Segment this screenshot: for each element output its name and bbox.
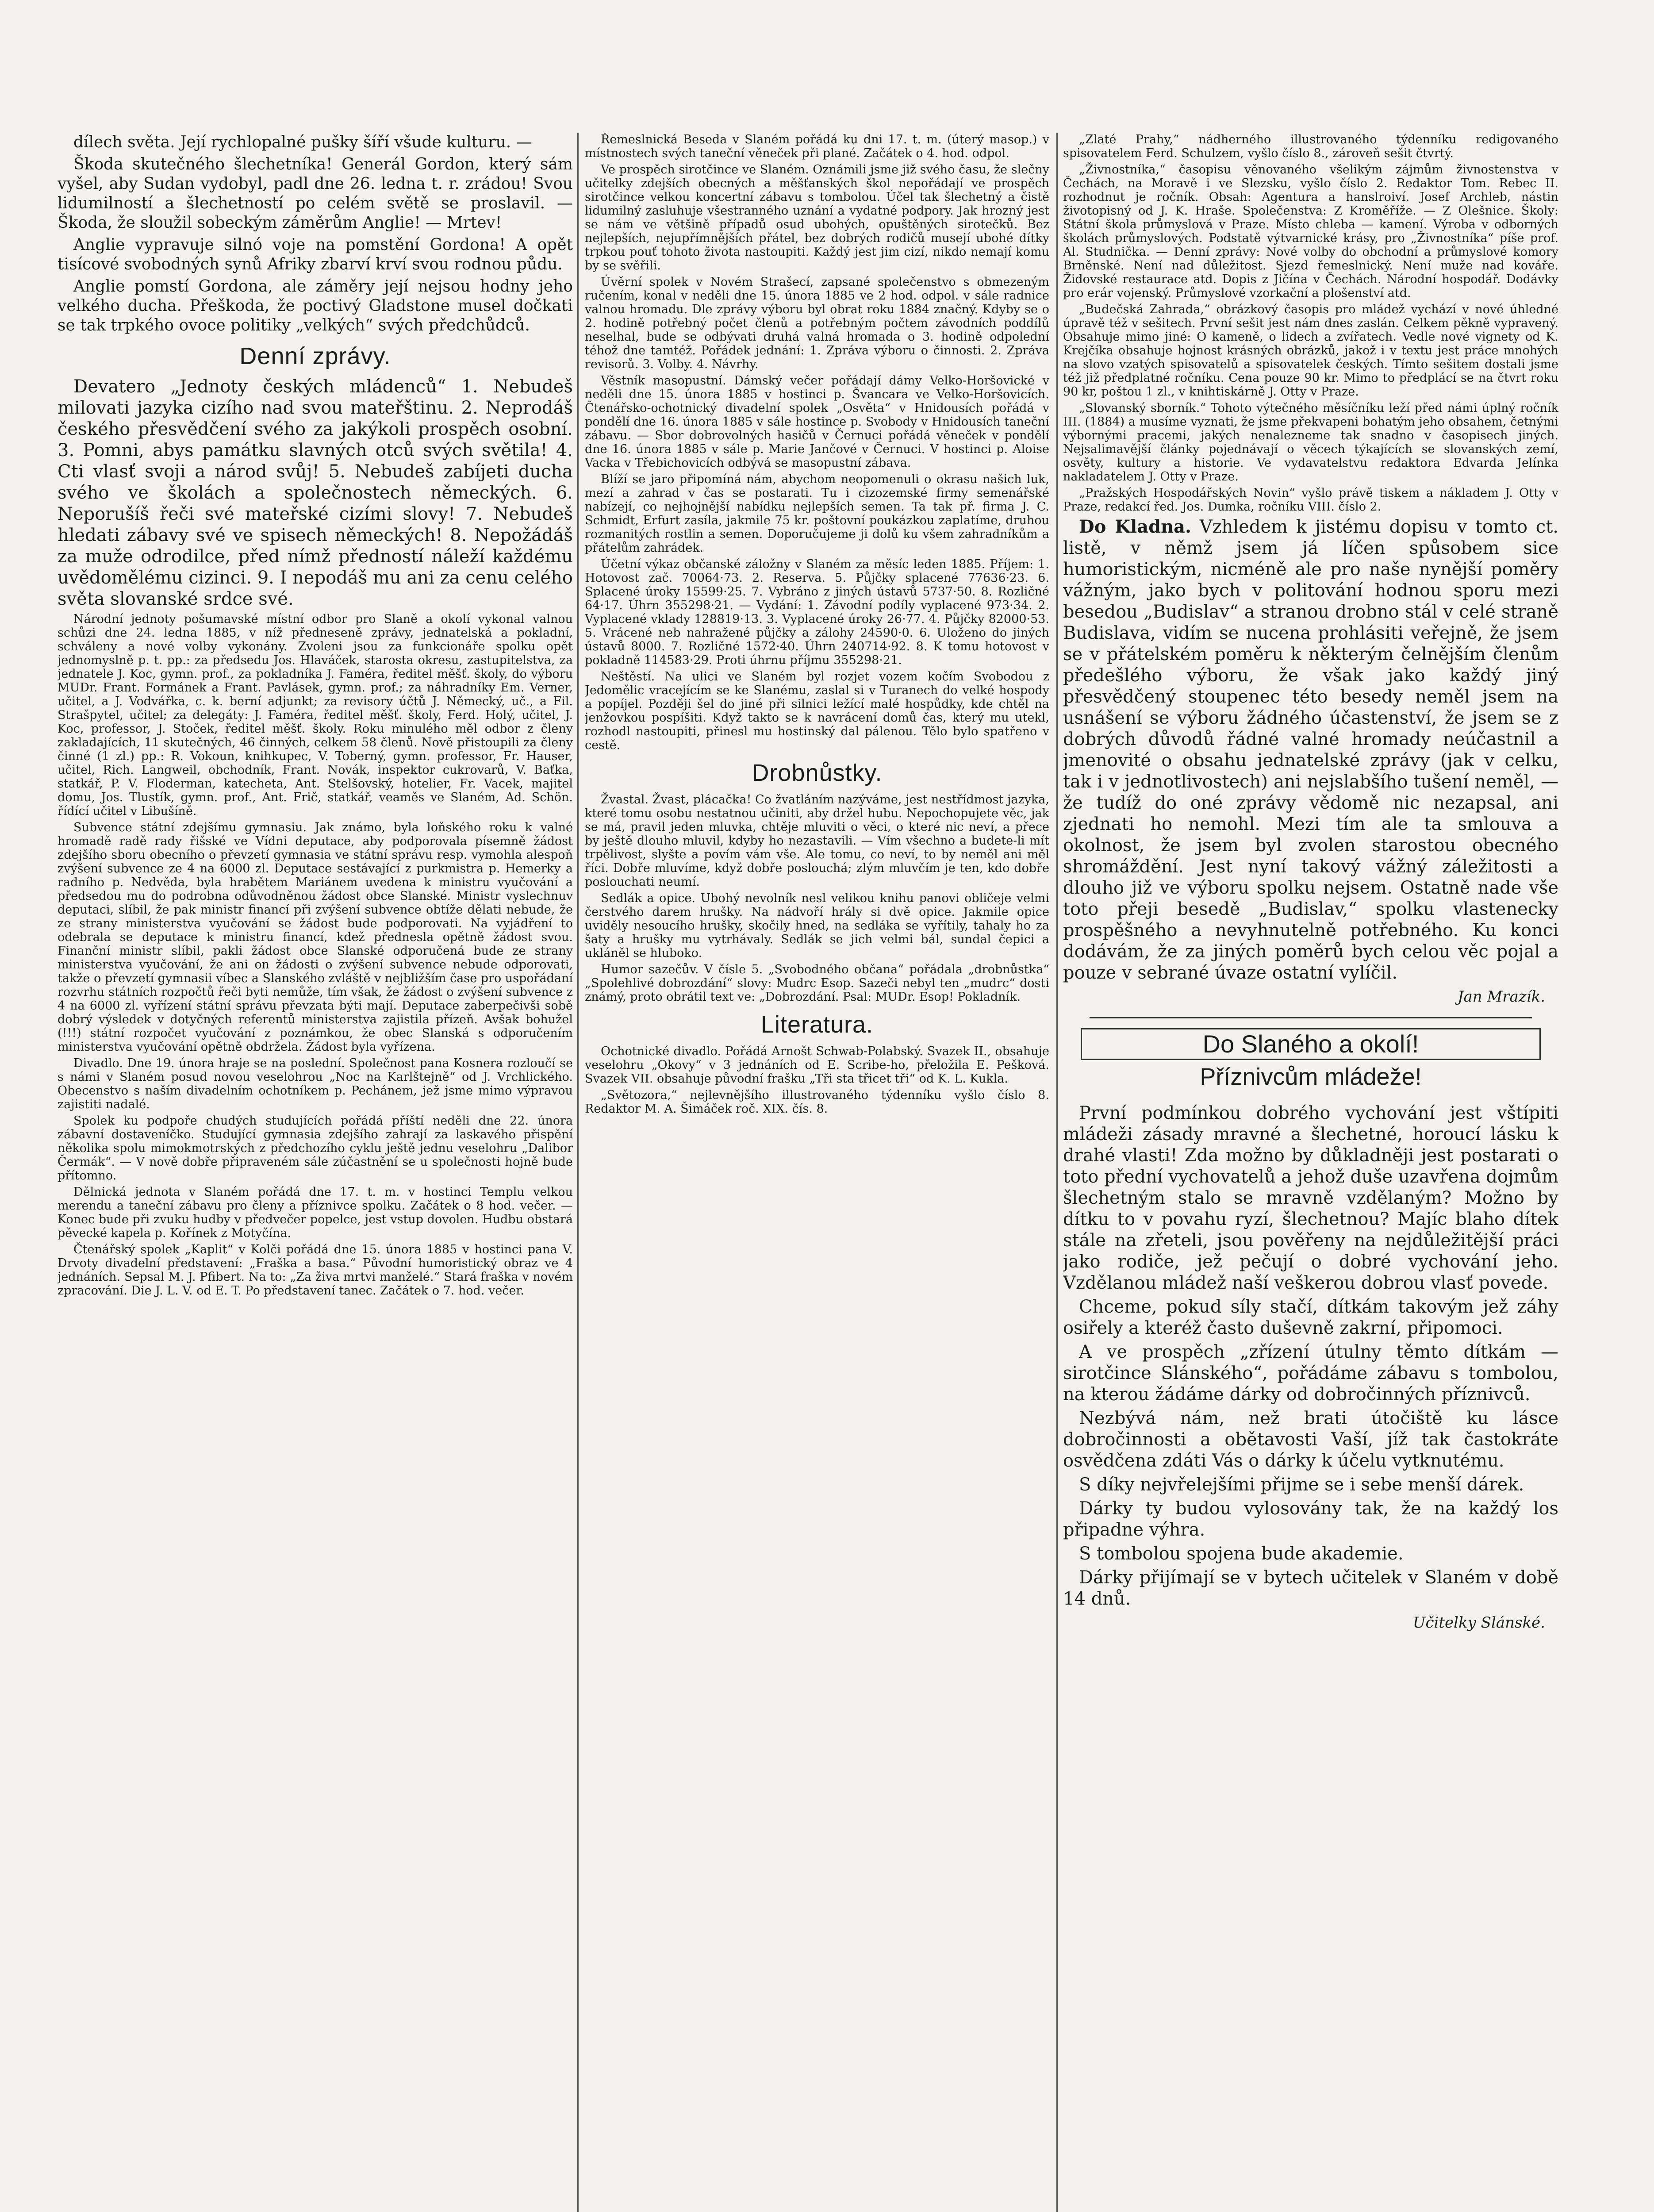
news-item: Čtenářský spolek „Kaplit“ v Kolči pořádá dne 15. února 1885 v hostinci pana V. Drvoty divadelní představení: „Fraška a basa.“ Původní humoristický obraz ve 4 jednáních. Sepsal M. J. Pfibert. Na to: „Za živa mrtvi manželé.“ Stará fraška v novém zpracování. Die J. L. V. od E. T. Po představení tanec. Začátek o 7. hod. večer. xyxy=(58,1243,573,1298)
literature-item: „Budečská Zahrada,“ obrázkový časopis pro mládež vychází v nové úhledné úpravě též v sešitech. První sešit jest nám dnes zaslán. Celkem pěkně vypravený. Obsahuje mimo jiné: O kameně, o lidech a zvířatech. Vedle nové vignety od K. Krejčíka obsahuje hojnost krásných obrázků, jakož i v textu jest práce mnohých na slovo vzatých spisovatelů a spisovatelek českých. Tímto sešitem dostali jsme též již předplatné ročníku. Cena pouze 90 kr. Mimo to předplácí se na čtvrt roku 90 kr, poštou 1 zl., v knihtiskárně J. Otty v Praze. xyxy=(1063,303,1558,399)
paragraph: Anglie pomstí Gordona, ale záměry její nejsou hodny jeho velkého ducha. Přeškoda, že poctivý Gladstone musel dočkati se tak trpkého ovoce politiky „velkých“ svých předchůdců. xyxy=(58,277,573,334)
news-item: Dělnická jednota v Slaném pořádá dne 17. t. m. v hostinci Templu velkou merendu a taneční zábavu pro členy a příznivce spolku. Začátek o 8 hod. večer. — Konec bude při zvuku hudby v předvečer popelce, jest vstup dovolen. Hudbu obstará pěvecké kapela p. Kořínek z Motyčína. xyxy=(58,1185,573,1240)
appeal-paragraph: S tombolou spojena bude akademie. xyxy=(1079,1544,1404,1564)
news-item: Úvěrní spolek v Novém Strašecí, zapsané společenstvo s obmezeným ručením, konal v neděli dne 15. února 1885 ve 2 hod. odpol. v sále radnice valnou hromadu. Dle zprávy výboru byl obrat roku 1884 značný. Kdyby se o 2. hodině potřebný počet členů a potřebným počtem závodních poddílů neselhal, bude se odbývati druhá valná hromada o 3. hodině odpolední téhož dne tamtéž. Pořádek jednání: 1. Zpráva výboru o činnosti. 2. Zpráva revisorů. 3. Volby. 4. Návrhy. xyxy=(585,275,1049,371)
news-item: Subvence státní zdejšímu gymnasiu. Jak známo, byla loňského roku k valné hromadě radě rady řišské ve Vídni deputace, aby podporovala písemně žádost zdejšího sboru obecního o převzetí gymnasia ve státní správu resp. vymohla alespoň zvýšení subvence ze 4 na 6000 zl. Deputace sestávající z purkmistra p. Hemerky a radního p. Nedvěda, byla hrabětem Mariánem uvedena k ministru vyučování a předsedou mu do podrobna odůvodněnou žádost obce Slanské. Ministr vyslechnuv deputaci, slíbil, že pak ministr financí při zvýšení subvence obtíže dělati nebude, že ze strany ministerstva vyučování se žádost bude podporovati. Na vyjádření to odebrala se deputace k ministru financí, kdež přednesla opětně žádost svou. Finanční ministr slíbil, pakli žádost obce Slanské odporučená bude ze strany ministerstva vyučování, že ani on žádosti o zvýšení subvence nebude odporovati, takže o převzetí gymnasii víbec a Slanského zvláště v nejbližším čase pro uspořádaní rozvrhu státních rozpočtů řeči byti nemůže, tím však, že žádost o zvýšení subvence z 4 na 6000 zl. vyřízení státní správu převzata býti mají. Deputace zaberpečivši sobě dobrý výsledek v dotyčných referentů ministerstva zajistila přízeň. Avšak bohužel (!!!) státní rozpočet vyučování z poznámkou, že obec Slanská s odporučením ministerstva vyučování opětně obdržela. Žádost byla vyřízena. xyxy=(58,821,573,1054)
signature: Učitelky Slánské. xyxy=(1412,1614,1545,1632)
news-item: Ve prospěch sirotčince ve Slaném. Oznámili jsme již svého času, že slečny učitelky zdejších obecných a měšťanských škol nepořádají ve prospěch sirotčince velkou koncertní zábavu s tombolou. Účel tak šlechetný a čistě lidumilný zasluhuje všestranného uznání a vydatné podpory. Jak hrozný jest se nám ve většině případů osud ubohých, opuštěných sirotečků. Bez nejlepších, nejupřímnějších přátel, bez dobrých rodičů musejí ubohé dítky trpkou pouť tohoto života nastoupiti. Každý jest jim cizí, nikdo nemají komu by se svěřili. xyxy=(585,163,1049,273)
middle-column xyxy=(585,133,1049,2212)
appeal-paragraph: První podmínkou dobrého vychování jest vštípiti mládeži zásady mravné a šlechetné, horoucí lásku k drahé vlasti! Zda možno by důkladněji jest postarati o toto přední vychovatelů a jehož duše uzavřena dojmům šlechetným stalo se mravně vzdělaným? Možno by dítku to v povahu ryzí, šlechetnou? Majíc blaho dítek stále na zřeteli, jsou pověřeny na nejdůležitější práci jako rodiče, jež pečují o dobré vychování jeho. Vzdělanou mládež naší veškerou dobrou vlasť povede. xyxy=(1063,1103,1558,1293)
paragraph: dílech světa. Její rychlopalné pušky šíří všude kulturu. — xyxy=(73,133,532,151)
appeal-paragraph: S díky nejvřelejšími přijme se i sebe menší dárek. xyxy=(1079,1475,1524,1495)
appeal-title: Do Slaného a okolí! xyxy=(1081,1028,1541,1060)
literature-item: „Pražských Hospodářských Novin“ vyšlo právě tiskem a nákladem J. Otty v Praze, redakcí řed. Jos. Dumka, ročníku VIII. číslo 2. xyxy=(1063,486,1558,514)
news-item: Blíží se jaro připomíná nám, abychom neopomenuli o okrasu našich luk, mezí a zahrad v čas se postarati. Tu i cizozemské firmy semenářské nabízejí, co nejhojnější nabídku nejlepších semen. Ta tak př. firma J. C. Schmidt, Erfurt zasíla, jakmile 75 kr. poštovní poukázkou zaplatíme, druhou rozmanitých rostlin a semen. Doporučujeme ji dolů ku všem zahradníkům a přátelům zahrádek. xyxy=(585,472,1049,555)
drobnustka-item: Žvastal. Žvast, plácačka! Co žvatláním nazýváme, jest nestřídmost jazyka, které tomu osobu nestatnou učiniti, aby držel hubu. Nepochopujete věc, jak se má, pravil jeden mluvka, chtěje mluviti o věci, o které nic neví, a přece by ještě dlouho mluvil, kdyby ho nezastavili. — Vím všechno a budete-li mít trpělivost, slyšte a povím vám vše. Ale tomu, co neví, to by neměl ani měl říci. Dobře mluvíme, když dobře poslouchá; zlým mluvčím je ten, kdo dobře poslouchati neumí. xyxy=(585,793,1049,889)
news-item: Spolek ku podpoře chudých studujících pořádá příští neděli dne 22. února zábavní dostaveníčko. Studující gymnasia zdejšího zahrají za laskavého přispění několika spolu mimokmotrských z předchozího cyklu ještě jednu veselohru „Dalibor Čermák“. — V nově dobře připraveném sále zúčastnění se u společnosti hojně bude přítomno. xyxy=(58,1114,573,1183)
drobnustka-item: Sedlák a opice. Ubohý nevolník nesl velikou knihu panovi obličeje velmi čerstvého darem hrušky. Na nádvoří hrály si dvě opice. Jakmile opice uviděly nesoucího hrušky, skočily hned, na sedláka se vyřítily, tahaly ho za šaty a hrušky mu vytrhávaly. Sedlák se jich velmi bál, sundal čepici a ukláněl se hluboko. xyxy=(585,891,1049,960)
right-column xyxy=(1063,133,1558,2212)
news-item: Devatero „Jednoty českých mládenců“ 1. Nebudeš milovati jazyka cizího nad svou mateřštinu. 2. Neprodáš českého přesvědčení svého za jakýkoli prospěch osobní. 3. Pomni, abys památku slavných otců svých světila! 4. Cti vlasť svoji a národ svůj! 5. Nebudeš zabíjeti ducha svého ve školách a společnostech německých. 6. Neporušíš řeči své mateřské cizími slovy! 7. Nebudeš hledati zábavy své ve spisech německých! 8. Nepožádáš za muže odrodilce, před nímž předností náleží každému uvědomělému cizinci. 9. I nepodáš mu ani za cenu celého světa slovanské srdce své. xyxy=(58,376,573,609)
appeal-paragraph: Dárky přijímají se v bytech učitelek v Slaném v době 14 dnů. xyxy=(1063,1567,1558,1609)
news-item: Národní jednoty pošumavské místní odbor pro Slaně a okolí vykonal valnou schůzi dne 24. ledna 1885, v níž předneseně zprávy, jednatelská a pokladní, schváleny a nové volby vykonány. Zvoleni jsou za funkcionáře spolku opět jednomyslně p. t. pp.: za předsedu Jos. Hlaváček, starosta okresu, zastupitelstva, za jednatele J. Koc, gymn. prof., za pokladníka J. Faméra, ředitel měšť. školy, do výboru MUDr. Frant. Formánek a Frant. Pavlásek, gymn. prof.; za náhradníky Em. Verner, učitel, a J. Vodvářka, c. k. berní adjunkt; za revisory účtů J. Německý, uč., a Fil. Strašpytel, učitel; za delegáty: J. Faméra, ředitel měšť. školy, Ferd. Holý, učitel, J. Koc, professor, J. Stoček, ředitel měšť. školy. Roku minulého měl odbor z členy zakladajících, 11 skutečných, 46 činných, celkem 58 členů. Nově přistoupili za členy činné (1 zl.) pp.: R. Vokoun, knihkupec, V. Toberný, gymn. professor, Fr. Hauser, učitel, Rich. Langweil, obchodník, Frant. Novák, inspektor cukrovarů, V. Baťka, statkář, P. V. Floderman, katecheta, Ant. Stelšovský, hotelier, Fr. Vacek, majitel domu, Jos. Tlustík, gymn. prof., Ant. Frič, statkář, veaměs ve Slaném, Ad. Schön. řídící učitel v Libušíně. xyxy=(58,612,573,818)
appeal-paragraph: Chceme, pokud síly stačí, dítkám takovým jež záhy osiřely a kteréž často duševně zakrní, připomoci. xyxy=(1063,1297,1558,1338)
news-item: Řemeslnická Beseda v Slaném pořádá ku dni 17. t. m. (úterý masop.) v místnostech svých taneční věneček při plané. Začátek o 4. hod. odpol. xyxy=(585,133,1049,160)
kladno-letter xyxy=(1063,516,1558,983)
drobnustka-item: Humor sazečův. V čísle 5. „Svobodného občana“ pořádala „drobnůstka“ „Spolehlivé dobrozdání“ slovy: Mudrc Esop. Sazeči nebyl ten „mudrc“ dosti známý, proto obrátil text ve: „Dobrozdání. Psal: MUDr. Esop! Pokladník. xyxy=(585,963,1049,1004)
appeal-paragraph: Nezbývá nám, než brati útočiště ku lásce dobročinnosti a obětavosti Vaší, jíž tak častokráte osvědčena zdáti Vás o dárky k účelu vytknutému. xyxy=(1063,1408,1558,1471)
literature-item: „Světozora,“ nejlevnějšího illustrovaného týdenníku vyšlo číslo 8. Redaktor M. A. Šimáček roč. XIX. čís. 8. xyxy=(585,1088,1049,1116)
literature-item: „Zlaté Prahy,“ nádherného illustrovaného týdenníku redigovaného spisovatelem Ferd. Schulzem, vyšlo číslo 8., zároveň sešit čtvrtý. xyxy=(1063,133,1558,160)
literature-item: „Slovanský sborník.“ Tohoto výtečného měsíčníku leží před námi úplný ročník III. (1884) a musíme vyznati, že jsme překvapeni bohatým jeho obsahem, četnými výbornými pracemi, jakých nenalezneme tak snadno v časopisech jiných. Nejsalimavější články pojednávají o věcech týkajících se slovanských zemí, osvěty, kultury a historie. Ve vydavatelstvu redaktora Edvarda Jelínka nakladatelem J. Otty v Praze. xyxy=(1063,401,1558,484)
appeal-subtitle: Příznivcům mládeže! xyxy=(1200,1064,1422,1090)
section-heading: Literatura. xyxy=(760,1011,874,1038)
news-item: Účetní výkaz občanské záložny v Slaném za měsíc leden 1885. Příjem: 1. Hotovost zač. 70064·73. 2. Reserva. 5. Půjčky splacené 77636·23. 6. Splacené úroky 15599·25. 7. Vybráno z jiných ústavů 5737·50. 8. Rozličné 64·17. Úhrn 355298·21. — Vydání: 1. Závodní podíly vyplacené 973·34. 2. Vyplacené vklady 128819·13. 3. Vyplacené úroky 26·77. 4. Půjčky 82000·53. 5. Vrácené neb nahražené půjčky a zálohy 24590·0. 6. Uloženo do jiných ústavů 8000. 7. Rozličné 1572·40. Úhrn 240714·92. 8. K tomu hotovost v pokladně 114583·29. Proti úhrnu příjmu 355298·21. xyxy=(585,557,1049,667)
literature-item: Ochotnické divadlo. Pořádá Arnošt Schwab-Polabský. Svazek II., obsahuje veselohru „Okovy“ v 3 jednáních od E. Scribe-ho, přeložila E. Pešková. Svazek VII. obsahuje původní frašku „Tři sta třicet tři“ od K. L. Kukla. xyxy=(585,1045,1049,1086)
divider xyxy=(1090,1017,1532,1018)
kladno-text: Vzhledem k jistému dopisu v tomto ct. listě, v němž jsem já líčen spůsobem sice humoristickým, nicméně ale pro naše nynější poměry vážným, jako bych v politování hodnou sporu mezi besedou „Budislav“ a stranou drobno stál v celé straně Budislava, vidím se nucena prohlásiti veřejně, že jsem se v přátelském poměru k některým čelnějším členům předešlého výboru, že však jako každý jiný přesvědčený stoupenec této besedy neměl jsem na usnášení se výboru žádného účastenství, že jsem se z dobrých důvodů řádné valné hromady neúčastnil a jmenovité o obsahu jednatelské zprávy (jak v celku, tak i v jednotlivostech) ani nejslabšího tušení neměl, — že tudíž do oné zprávy vědomě nic nezapsal, ani zjednati ho nemohl. Mezi tím ale ta smlouva a okolnost, že jsem byl zvolen starostou obecného shromáždění. Jest nyní takový vážný záležitosti a dlouho již ve výboru spolku nejsem. Ostatně nade vše toto přeji besedě „Budislav,“ spolku vlastenecky prospěšného a nevyhnutelně potřebného. Ku konci dodávám, že za jiných poměrů bych celou věc pojal a pouze v sebrané úvaze ostatní vylíčil. xyxy=(1063,517,1558,983)
appeal-paragraph: A ve prospěch „zřízení útulny těmto dítkám — sirotčince Slánského“, pořádáme zábavu s tombolou, na kterou žádáme dárky od dobročinných příznivců. xyxy=(1063,1342,1558,1405)
paragraph: Škoda skutečného šlechetníka! Generál Gordon, který sám vyšel, aby Sudan vydobyl, padl dne 26. ledna t. r. zrádou! Svou lidumilností a šlechetností po celém světě se proslavil. — Škoda, že sloužil sobeckým záměrům Anglie! — Mrtev! xyxy=(58,155,573,232)
section-heading: Drobnůstky. xyxy=(752,760,883,786)
literature-item: „Živnostníka,“ časopisu věnovaného všelikým zájmům živnostenstva v Čechách, na Moravě i ve Slezsku, vyšlo číslo 2. Redaktor Tom. Rebec II. rozhodnut je ročník. Obsah: Agentura a hanslroiví. Josef Archleb, nástin životopisný od J. K. Hraše. Společenstva: Z Kroměříže. — Z Olešnice. Školy: Státní škola průmyslová v Praze. Místo chleba — kamení. Výroba v odborných školách průmyslových. Podstatě výtvarnické krásy, pro „Živnostníka“ píše prof. Al. Studnička. — Denní zprávy: Nové volby do obchodní a průmyslové komory Brněnské. Není nad důležitost. Sjezd řemeslnický. Není muže nad kováře. Židovské restaurace atd. Dopis z Jičína v Čechách. Národní hospodář. Dodávky pro erár vojenský. Průmyslové vzorkační a plošenství atd. xyxy=(1063,163,1558,300)
paragraph: Anglie vypravuje silnó voje na pomstění Gordona! A opět tisícové svobodných synů Afriky zbarví krví svou rodnou půdu. xyxy=(58,236,573,273)
column-rule xyxy=(1056,133,1058,2212)
news-item: Divadlo. Dne 19. února hraje se na poslední. Společnost pana Kosnera rozloučí se s námi v Slaném posud novou veselohrou „Noc na Karlštejně“ od J. Vrchlického. Obecenstvo s naším divadelním ochotníkem p. Pechánem, jež jsme mimo výpravou zajistiti nadalé. xyxy=(58,1056,573,1111)
signature: Jan Mrazík. xyxy=(1457,988,1545,1006)
appeal-paragraph: Dárky ty budou vylosovány tak, že na každý los připadne výhra. xyxy=(1063,1498,1558,1540)
kladno-title: Do Kladna. xyxy=(1079,516,1192,537)
section-heading: Denní zprávy. xyxy=(239,343,391,369)
left-column xyxy=(58,133,573,2212)
news-item: Věstník masopustní. Dámský večer pořádají dámy Velko-Horšovické v neděli dne 15. února 1885 v hostinci p. Švancara ve Velko-Horšovicích. Čtenářsko-ochotnický divadelní spolek „Osvěta“ v Hnidousích pořádá v pondělí dne 16. února 1885 v sále hostince p. Svobody v Hnidousích taneční zábavu. — Sbor dobrovolných hasičů v Černuci pořádá věneček v pondělí dne 16. února 1885 v sále p. Marie Jančové v Černuci. V hostinci p. Aloise Vacka v Třebichovicích odbývá se masopustní zábava. xyxy=(585,374,1049,470)
column-rule xyxy=(577,133,579,2212)
news-item: Neštěstí. Na ulici ve Slaném byl rozjet vozem kočím Svobodou z Jedomělic vracejícím se ke Slanému, zaslal si v Turanech do velké hospody a popíjel. Později šel do jiné při silnici ležící malé hospůdky, kde chtěl na jenžovkou pospíšiti. Když takto se k navrácení domů čas, který mu utekl, rozhodl nastoupiti, přinesl mu hostinský dal pálenou. Tělo bylo spatřeno v cestě. xyxy=(585,670,1049,752)
